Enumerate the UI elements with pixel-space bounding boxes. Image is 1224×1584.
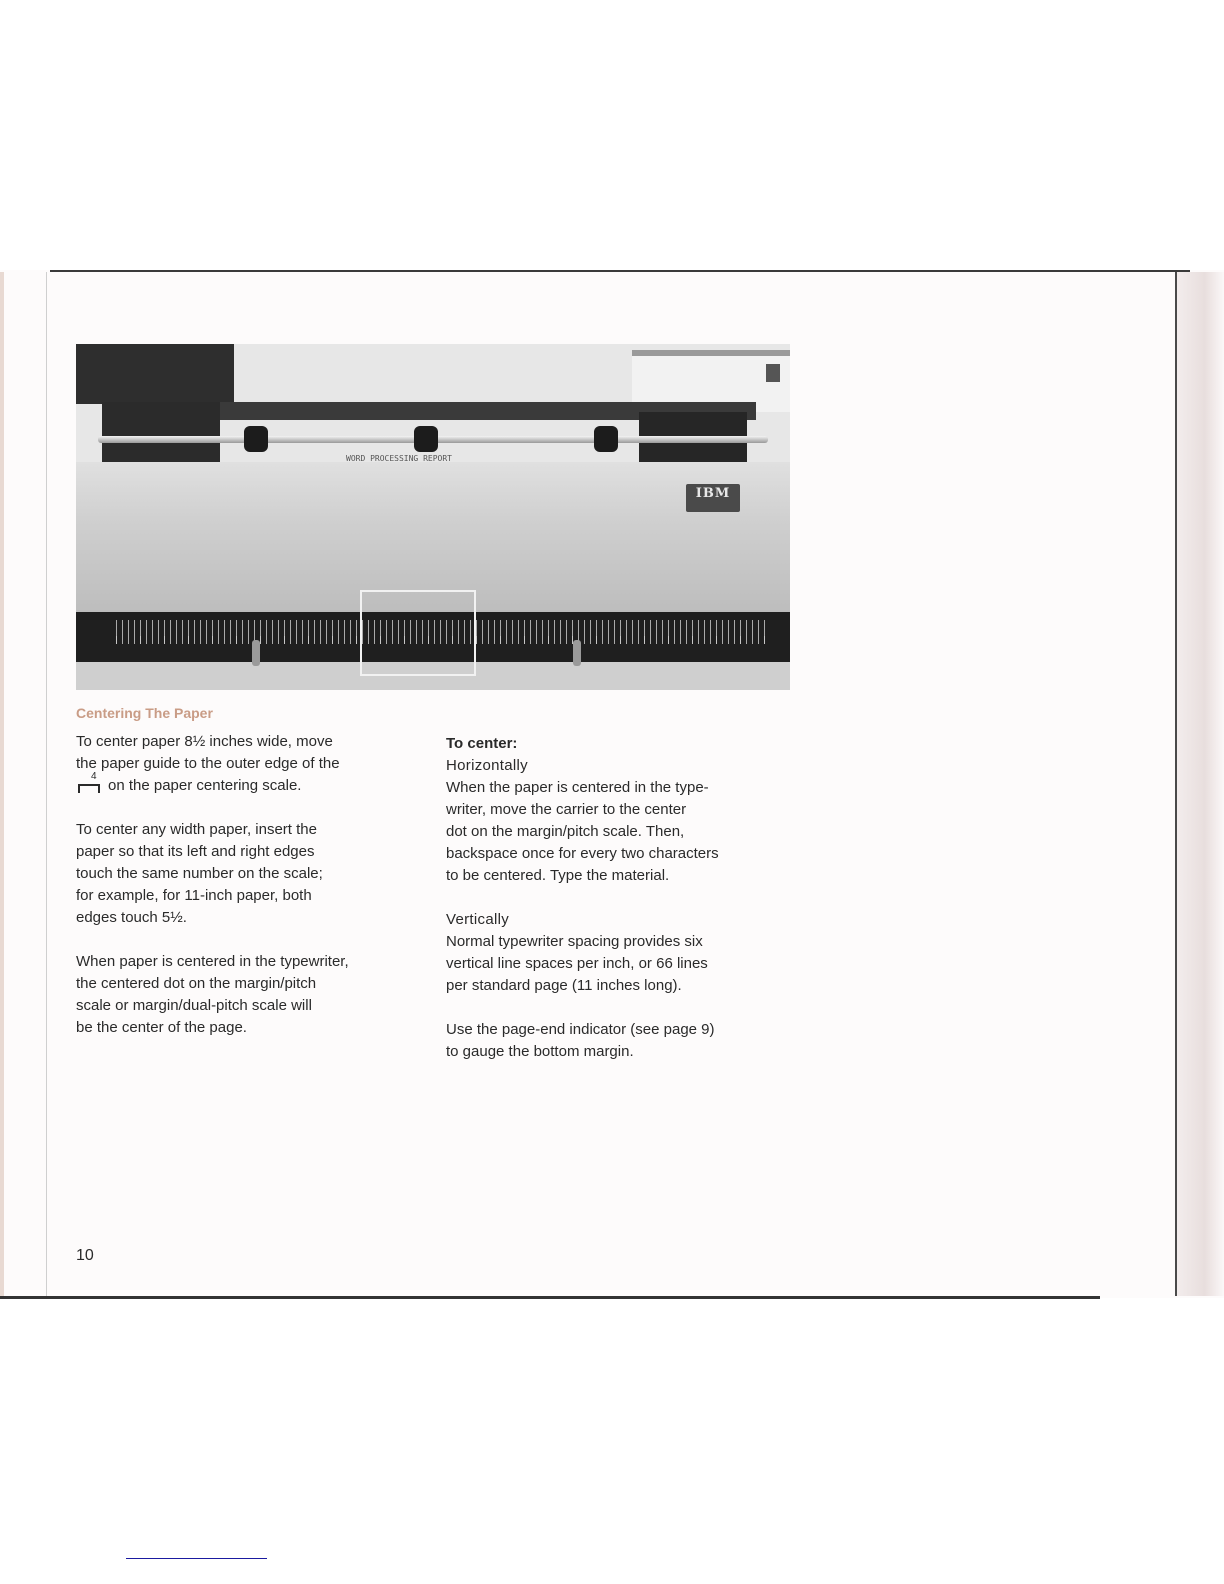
paragraph-page-end-indicator	[446, 1019, 791, 1063]
text-line: To center any width paper, insert the	[76, 821, 317, 838]
photo-bail-roller	[244, 426, 268, 452]
paper-guide-symbol-icon	[76, 771, 102, 792]
section-horizontal	[446, 733, 791, 887]
text-line: When paper is centered in the typewriter,	[76, 953, 349, 970]
photo-logo-text: IBM	[695, 486, 731, 501]
section-title: Centering The Paper	[76, 705, 213, 721]
text-line: paper so that its left and right edges	[76, 843, 315, 860]
text-line: backspace once for every two characters	[446, 845, 719, 862]
photo-margin-set-lever	[573, 640, 581, 666]
text-line: the centered dot on the margin/pitch	[76, 975, 317, 992]
page-top-edge	[50, 270, 1190, 272]
text-line: edges touch 5½.	[76, 909, 187, 926]
photo-bail-roller	[414, 426, 438, 452]
photo-corner-knob	[766, 364, 780, 382]
text-line: for example, for 11-inch paper, both	[76, 887, 312, 904]
text-line: dot on the margin/pitch scale. Then,	[446, 823, 685, 840]
text-line: be the center of the page.	[76, 1019, 247, 1036]
photo-left-panel	[102, 402, 220, 466]
photo-label-strip: WORD PROCESSING REPORT	[346, 454, 452, 463]
horizontally-subheading: Horizontally	[446, 757, 528, 774]
photo-margin-set-lever	[252, 640, 260, 666]
text-line: scale or margin/dual-pitch scale will	[76, 997, 312, 1014]
photo-bail-roller	[594, 426, 618, 452]
symbol-number: 4	[91, 771, 97, 782]
text-fragment: on the paper centering scale.	[108, 777, 302, 794]
page-left-fold	[46, 272, 47, 1296]
page-left-edge	[0, 272, 4, 1296]
paragraph-any-width	[76, 819, 426, 929]
text-line: vertical line spaces per inch, or 66 lines	[446, 955, 708, 972]
footer-rule	[126, 1558, 267, 1559]
text-line: to be centered. Type the material.	[446, 867, 670, 884]
typewriter-photo	[76, 344, 790, 690]
text-line	[76, 771, 426, 797]
photo-highlight-box	[360, 590, 476, 676]
section-vertical	[446, 909, 791, 997]
text-line: the paper guide to the outer edge of the	[76, 755, 340, 772]
text-line: Normal typewriter spacing provides six	[446, 933, 703, 950]
text-line: to gauge the bottom margin.	[446, 1043, 634, 1060]
page-number: 10	[76, 1247, 94, 1264]
photo-left-cover	[76, 344, 234, 404]
to-center-heading: To center:	[446, 735, 518, 752]
paragraph-centered-dot	[76, 951, 426, 1039]
text-line: touch the same number on the scale;	[76, 865, 323, 882]
text-line: per standard page (11 inches long).	[446, 977, 682, 994]
text-line: Use the page-end indicator (see page 9)	[446, 1021, 715, 1038]
page-right-fold	[1175, 272, 1177, 1296]
photo-ibm-logo	[686, 484, 740, 512]
paragraph-paper-guide	[76, 731, 426, 797]
left-column	[76, 731, 426, 1061]
text-line: To center paper 8½ inches wide, move	[76, 733, 333, 750]
page-right-edge	[1176, 272, 1224, 1296]
page-bottom-edge	[0, 1296, 1100, 1299]
text-line: writer, move the carrier to the center	[446, 801, 687, 818]
right-column	[446, 733, 791, 1085]
vertically-subheading: Vertically	[446, 911, 510, 928]
text-line: When the paper is centered in the type-	[446, 779, 709, 796]
